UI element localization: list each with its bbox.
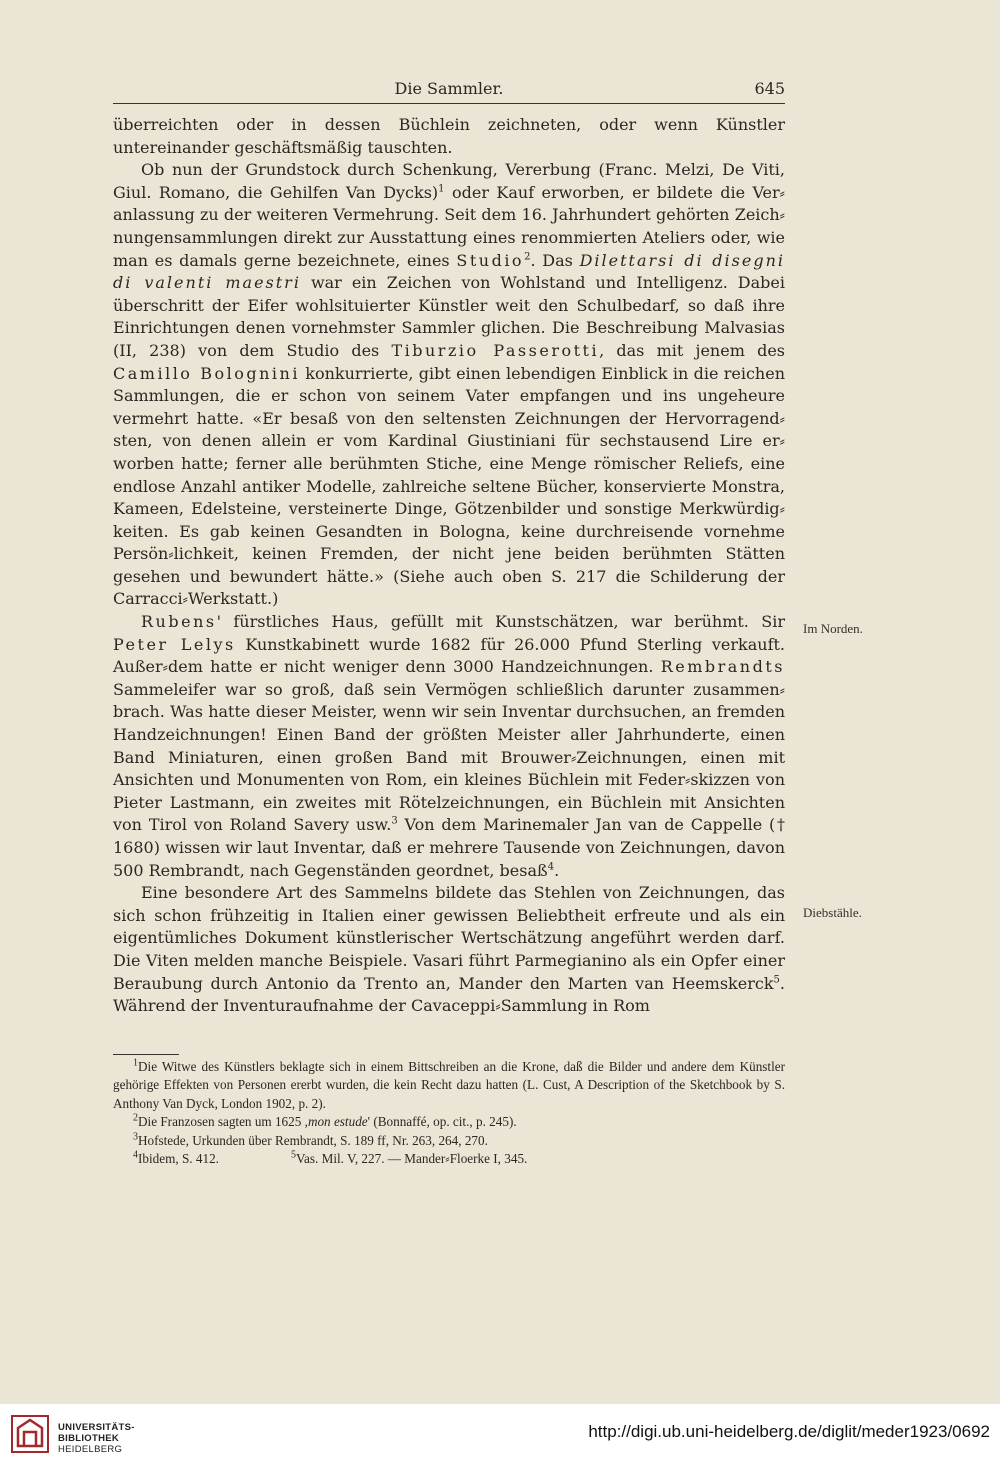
- footnote-4: Ibidem, S. 412.: [138, 1151, 219, 1167]
- footnote-5: $^5$Vas. Mil. V, 227. — Mander⸗Floerke I, 345.: [290, 1149, 528, 1167]
- library-logo-icon: [10, 1414, 50, 1454]
- page-number: 645: [754, 79, 785, 98]
- library-footer: [0, 1404, 1000, 1479]
- footnote-3: $^3$Hofstede, Urkunden über Rembrandt, S. 189 ff, Nr. 263, 264, 270.: [133, 1131, 488, 1148]
- footnote-ref-4: 4: [547, 861, 555, 873]
- footnote-2: $^2$Die Franzosen sagten um 1625 ,mon estude' (Bonnaffé, op. cit., p. 245).: [133, 1112, 517, 1130]
- spaced-name-bolognini: Camillo Bolognini: [113, 363, 300, 383]
- footnote-ref-2: 2: [524, 251, 531, 263]
- margin-note-north: Im Norden.: [803, 621, 863, 636]
- paragraph-1: überreichten oder in dessen Büchlein zeichneten, oder wenn Künstler untereinander geschäftsmäßig tauschten.: [113, 115, 785, 157]
- spaced-term-studio: Studio: [456, 250, 525, 270]
- paragraph-4: Eine besondere Art des Sammelns bildete das Stehlen von Zeichnungen, das sich schon frühzeitig in Italien einer gewissen Beliebtheit erfreute und als ein eigentümliches Dokument künstlerischer Wertschätzung angeführt werden darf. Die Viten melden manche Beispiele. Vasari führt Parmegianino als ein Opfer einer Beraubung durch Antonio da Trento an, Mander den Marten van Heemskerck$^5$. Während der Inventuraufnahme der Cavaceppi⸗Sammlung in Rom: [113, 883, 785, 1016]
- paragraph-3: Rubens' fürstliches Haus, gefüllt mit Kunstschätzen, war berühmt. Sir Peter Lelys Kunstkabinett wurde 1682 für 26.000 Pfund Sterling verkauft. Außer⸗dem hatte er nicht weniger denn 3000 Handzeichnungen. Rembrandts Sammeleifer war so groß, daß sein Vermögen schließlich darunter zusammen⸗brach. Was hatte dieser Meister, wenn wir sein Inventar durchsuchen, an fremden Handzeichnungen! Einen Band der größten Meister aller Jahrhunderte, einen Band Miniaturen, einen großen Band mit Brouwer⸗Zeichnungen, einen mit Ansichten und Monumenten von Rom, ein kleines Büchlein mit Feder⸗skizzen von Pieter Lastmann, ein zweites mit Rötelzeichnungen, ein Büchlein mit Ansichten von Tirol von Roland Savery usw.$^3$ Von dem Marinemaler Jan van de Cappelle († 1680) wissen wir laut Inventar, daß er mehrere Tausende von Zeichnungen, davon 500 Rembrandt, nach Gegenständen geordnet, besaß$^4$.: [113, 612, 786, 880]
- spaced-name-passerotti: Tiburzio Passerotti: [391, 340, 600, 360]
- footnote-rule: [113, 1054, 179, 1055]
- footnote-4-5: $^4$Ibidem, S. 412. $^5$Vas. Mil. V, 227. — Mander⸗Floerke I, 345.: [113, 1150, 785, 1168]
- footnote-ref-3: 3: [391, 816, 398, 828]
- margin-note-theft: Diebstähle.: [803, 905, 862, 920]
- page-header: [113, 78, 785, 104]
- footnote-ref-1: 1: [438, 183, 445, 195]
- spaced-name-rubens: Rubens: [141, 612, 217, 632]
- italic-quote: Dilettarsi di disegni di valenti maestri: [113, 250, 786, 293]
- main-text: [113, 114, 785, 1018]
- spaced-name-rembrandt: Rembrandts: [660, 657, 785, 677]
- header-rule: [113, 103, 785, 104]
- footnote-1: $^1$Die Witwe des Künstlers beklagte sich in einem Bittschreiben an die Krone, daß die Bilder und andere dem Künstler gehörige Effekten von Personen ererbt wurden, die kein Recht dazu hatten (L. Cust, A Description of the Sketchbook by S. Anthony Van Dyck, London 1902, p. 2).: [113, 1057, 785, 1111]
- paragraph-2: Ob nun der Grundstock durch Schenkung, Vererbung (Franc. Melzi, De Viti, Giul. Romano, die Gehilfen Van Dycks)$^1$ oder Kauf erworben, er bildete die Ver⸗anlassung zu der weiteren Vermehrung. Seit dem 16. Jahrhundert gehörten Zeich⸗nungensammlungen direkt zur Ausstattung eines renommierten Ateliers oder, wie man es damals gerne bezeichnete, eines Studio$^2$. Das Dilettarsi di disegni di valenti maestri war ein Zeichen von Wohlstand und Intelligenz. Dabei überschritt der Eifer wohlsituierter Künstler weit den Schulbedarf, so daß ihre Einrichtungen denen vornehmster Sammler glichen. Die Beschreibung Malvasias (II, 238) von dem Studio des Tiburzio Passerotti, das mit jenem des Camillo Bolognini konkurrierte, gibt einen lebendigen Einblick in die reichen Sammlungen, die er schon von seinem Vater empfangen und ins ungeheure vermehrt hatte. «Er besaß von den seltensten Zeichnungen der Hervorragend⸗sten, von denen allein er vom Kardinal Giustiniani für sechstausend Lire er⸗worben hatte; ferner alle berühmten Stiche, eine Menge römischer Reliefs, eine endlose Anzahl antiker Modelle, zahlreiche seltene Bücher, konservierte Monstra, Kameen, Edelsteine, versteinerte Dinge, Götzenbilder und sonstige Merkwürdig⸗keiten. Es gab keinen Gesandten in Bologna, keine durchreisende vornehme Persön⸗lichkeit, keinen Fremden, der nicht jene beiden berühmten Stätten gesehen und bewundert hätte.» (Siehe auch oben S. 217 die Schilderung der Carracci⸗Werkstatt.): [113, 160, 786, 609]
- library-name: UNIVERSITÄTS- BIBLIOTHEK HEIDELBERG: [58, 1422, 135, 1455]
- footnote-ref-5: 5: [773, 974, 780, 986]
- source-url-link[interactable]: http://digi.ub.uni-heidelberg.de/diglit/meder1923/0692: [588, 1422, 990, 1441]
- running-title: Die Sammler.: [394, 79, 504, 98]
- footnotes: [113, 1058, 785, 1168]
- spaced-name-lely: Peter Lelys: [113, 634, 236, 654]
